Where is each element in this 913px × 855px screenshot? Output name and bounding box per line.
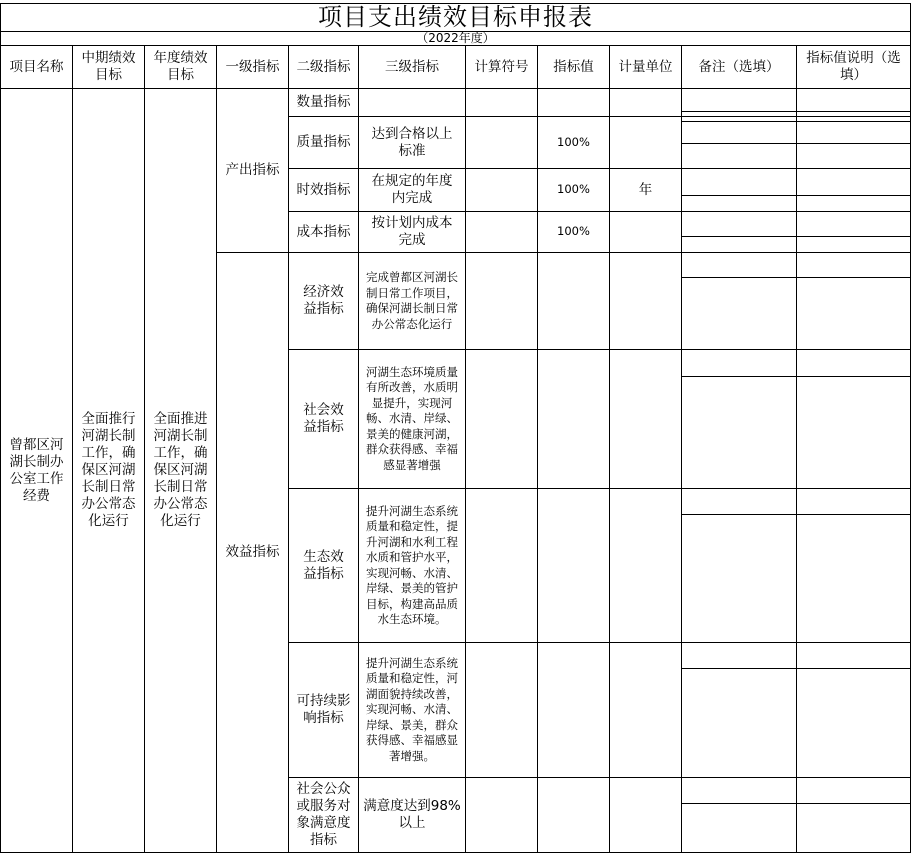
level1-benefit: 效益指标 bbox=[225, 544, 280, 560]
value-timeliness: 100% bbox=[557, 182, 590, 197]
level3-sustainable: 提升河湖生态系统质量和稳定性，河湖面貌持续改善，实现河畅、水清、岸绿、景美，群众获得感、幸福感显著增强。 bbox=[366, 655, 458, 763]
header-level2: 二级指标 bbox=[296, 58, 351, 75]
v-line bbox=[796, 45, 797, 853]
value-quality: 100% bbox=[557, 134, 590, 149]
value-cost: 100% bbox=[557, 224, 590, 239]
level3-ecological: 提升河湖生态系统质量和稳定性，提升河湖和水利工程水质和管护水平，实现河畅、水清、岸绿、景美的管护目标，构建高品质水生态环境。 bbox=[366, 503, 458, 626]
level2-cost: 成本指标 bbox=[296, 223, 351, 240]
header-unit: 计量单位 bbox=[618, 58, 673, 75]
level3-timeliness: 在规定的年度内完成 bbox=[371, 173, 453, 206]
header-level1: 一级指标 bbox=[225, 58, 280, 75]
level2-quantity: 数量指标 bbox=[296, 94, 351, 110]
level2-social: 社会效益指标 bbox=[303, 402, 344, 435]
v-line bbox=[465, 45, 466, 853]
level2-quality: 质量指标 bbox=[296, 134, 351, 150]
level1-output: 产出指标 bbox=[225, 162, 280, 178]
unit-timeliness: 年 bbox=[638, 181, 653, 198]
header-level3: 三级指标 bbox=[385, 58, 439, 75]
level3-satisfaction: 满意度达到98%以上 bbox=[363, 798, 461, 831]
mid-term-goal: 全面推行河湖长制工作，确保区河湖长制日常办公常态化运行 bbox=[81, 411, 136, 529]
header-project-name: 项目名称 bbox=[9, 58, 64, 75]
annual-goal: 全面推进河湖长制工作，确保区河湖长制日常办公常态化运行 bbox=[153, 411, 208, 529]
level3-social: 河湖生态环境质量有所改善，水质明显提升，实现河畅、水清、岸绿、景美的健康河湖，群众获得感、幸福感显著增强 bbox=[366, 364, 458, 472]
level2-timeliness: 时效指标 bbox=[296, 181, 351, 198]
level2-sustainable: 可持续影响指标 bbox=[296, 693, 351, 726]
level2-ecological: 生态效益指标 bbox=[303, 548, 344, 582]
header-mid-goal: 中期绩效目标 bbox=[81, 50, 136, 83]
header-value-note: 指标值说明（选填） bbox=[806, 50, 901, 83]
level2-satisfaction: 社会公众或服务对象满意度指标 bbox=[296, 781, 351, 848]
level3-quality: 达到合格以上标准 bbox=[371, 125, 453, 159]
level2-economic: 经济效益指标 bbox=[303, 284, 344, 317]
fiscal-year: （2022年度） bbox=[416, 32, 495, 45]
v-line bbox=[910, 3, 911, 853]
v-line bbox=[681, 45, 682, 853]
level3-economic: 完成曾都区河湖长制日常工作项目，确保河湖长制日常办公常态化运行 bbox=[366, 270, 458, 331]
level3-cost: 按计划内成本完成 bbox=[371, 215, 453, 248]
header-remark: 备注（选填） bbox=[698, 58, 780, 75]
table-title: 项目支出绩效目标申报表 bbox=[318, 3, 593, 31]
header-calc-symbol: 计算符号 bbox=[474, 58, 529, 75]
header-annual-goal: 年度绩效目标 bbox=[153, 50, 208, 83]
project-name: 曾都区河湖长制办公室工作经费 bbox=[9, 436, 64, 504]
header-indicator-value: 指标值 bbox=[553, 58, 594, 75]
h-line bbox=[0, 852, 911, 853]
v-line bbox=[609, 45, 610, 853]
